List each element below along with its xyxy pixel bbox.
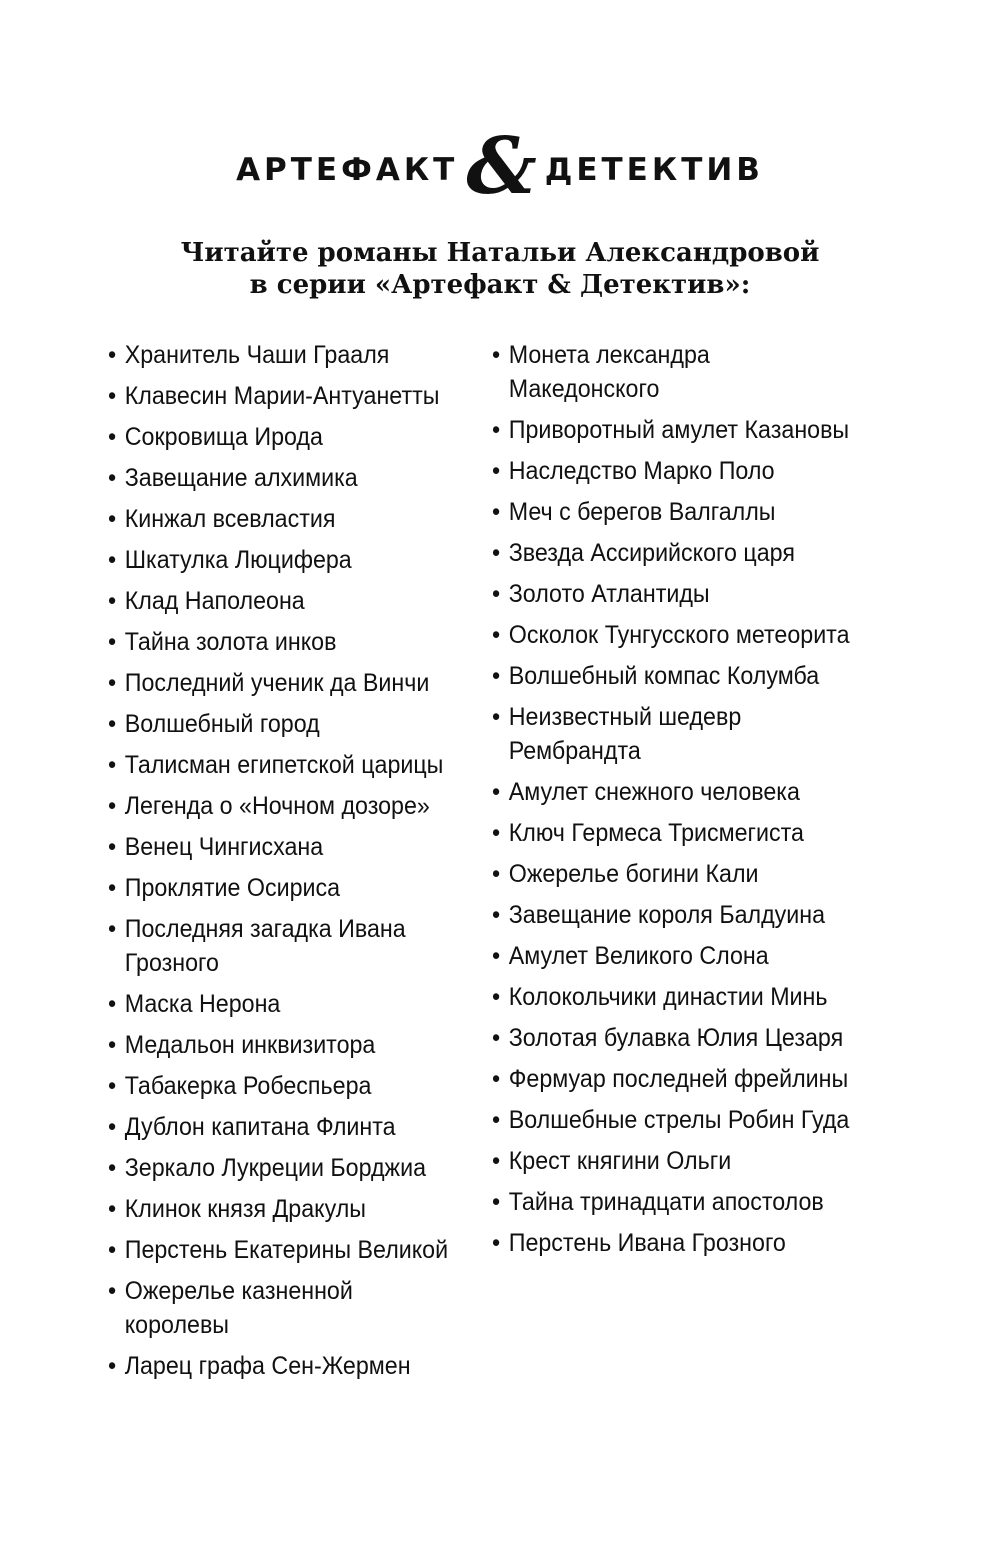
heading-line-1: Читайте романы Натальи Александровой	[180, 238, 820, 268]
book-title: • Наследство Марко Поло	[492, 454, 864, 488]
book-title: • Легенда о «Ночном дозоре»	[108, 789, 461, 823]
book-title: • Хранитель Чаши Грааля	[108, 338, 461, 372]
book-title: • Шкатулка Люцифера	[108, 543, 461, 577]
book-list-right	[492, 338, 892, 1267]
book-title: • Последняя загадка Ивана Грозного	[108, 912, 461, 980]
book-title: • Звезда Ассирийского царя	[492, 536, 864, 570]
book-title: • Волшебный компас Колумба	[492, 659, 864, 693]
book-title: • Зеркало Лукреции Борджиа	[108, 1151, 461, 1185]
book-title: • Волшебный город	[108, 707, 461, 741]
book-title: • Дублон капитана Флинта	[108, 1110, 461, 1144]
book-title: • Амулет снежного человека	[492, 775, 864, 809]
series-logo-ampersand: &	[466, 121, 537, 212]
book-title: • Ожерелье богини Кали	[492, 857, 864, 891]
book-title: • Перстень Ивана Грозного	[492, 1226, 864, 1260]
book-title: • Клинок князя Дракулы	[108, 1192, 461, 1226]
book-title: • Сокровища Ирода	[108, 420, 461, 454]
book-title: • Тайна золота инков	[108, 625, 461, 659]
book-title: • Маска Нерона	[108, 987, 461, 1021]
book-title: • Монета лександра Македонского	[492, 338, 864, 406]
book-title: • Перстень Екатерины Великой	[108, 1233, 461, 1267]
book-title: • Колокольчики династии Минь	[492, 980, 864, 1014]
book-title: • Венец Чингисхана	[108, 830, 461, 864]
book-title: • Талисман египетской царицы	[108, 748, 461, 782]
book-title: • Ларец графа Сен-Жермен	[108, 1349, 461, 1383]
book-title: • Крест княгини Ольги	[492, 1144, 864, 1178]
book-title: • Ожерелье казненной королевы	[108, 1274, 461, 1342]
heading-line-2: в серии «Артефакт & Детектив»:	[249, 270, 751, 300]
book-title: • Проклятие Осириса	[108, 871, 461, 905]
book-title: • Последний ученик да Винчи	[108, 666, 461, 700]
book-list-left	[108, 338, 488, 1390]
book-title: • Кинжал всевластия	[108, 502, 461, 536]
book-title: • Золото Атлантиды	[492, 577, 864, 611]
book-title: • Завещание короля Балдуина	[492, 898, 864, 932]
book-title: • Неизвестный шедевр Рембрандта	[492, 700, 864, 768]
book-title: • Табакерка Робеспьера	[108, 1069, 461, 1103]
book-title: • Клавесин Марии-Антуанетты	[108, 379, 461, 413]
book-title: • Тайна тринадцати апостолов	[492, 1185, 864, 1219]
book-title: • Фермуар последней фрейлины	[492, 1062, 864, 1096]
book-title: • Приворотный амулет Казановы	[492, 413, 864, 447]
book-title: • Завещание алхимика	[108, 461, 461, 495]
series-logo-word-right: ДЕТЕКТИВ	[544, 152, 764, 188]
page-heading	[0, 237, 1000, 301]
book-title: • Клад Наполеона	[108, 584, 461, 618]
series-logo-word-left: АРТЕФАКТ	[236, 152, 459, 188]
book-title: • Амулет Великого Слона	[492, 939, 864, 973]
book-title: • Осколок Тунгусского метеорита	[492, 618, 864, 652]
book-title: • Медальон инквизитора	[108, 1028, 461, 1062]
book-title: • Волшебные стрелы Робин Гуда	[492, 1103, 864, 1137]
book-title: • Меч с берегов Валгаллы	[492, 495, 864, 529]
book-title: • Золотая булавка Юлия Цезаря	[492, 1021, 864, 1055]
book-title: • Ключ Гермеса Трисмегиста	[492, 816, 864, 850]
series-logo	[0, 121, 1000, 212]
